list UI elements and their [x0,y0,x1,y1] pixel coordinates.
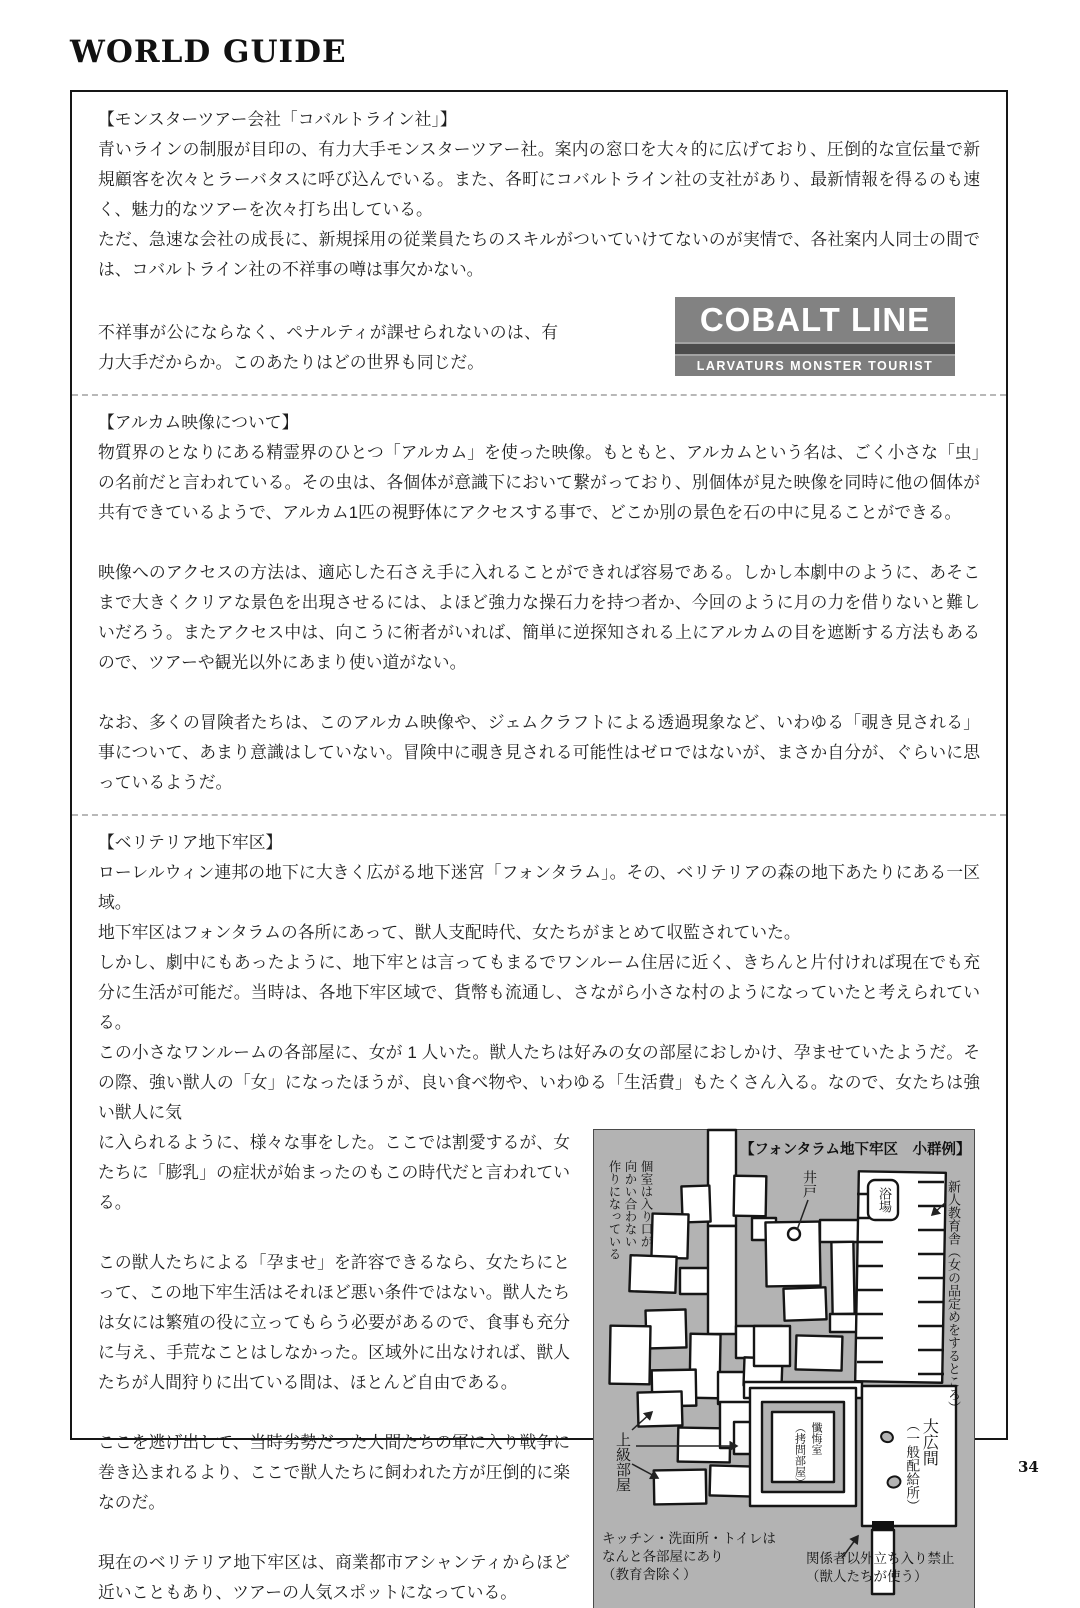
section-divider-2 [72,814,1006,816]
section-cobalt-line [98,105,980,378]
cobalt-paragraph-3: 不祥事が公にならなく、ペナルティが課せられないのは、有力大手だからか。このあたりはどの世界も同じだ。 [98,323,558,372]
alkam-paragraph-1: 物質界のとなりにある精霊界のひとつ「アルカム」を使った映像。もともと、アルカムという名は、ごく小さな「虫」の名前だと言われている。その虫は、各個体が意識下において繋がっており、別個体が見た映像を同時に他の個体が共有できているようで、アルカム1匹の視野体にアクセスする事で、どこか別の景色を石の中に見ることができる。 [98,443,980,522]
cobalt-paragraph-1: 青いラインの制服が目印の、有力大手モンスターツアー社。案内の窓口を大々的に広げており、圧倒的な宣伝量で新規顧客を次々とラーバタスに呼び込んでいる。また、各町にコバルトライン社の支社があり、最新情報を得るのも速く、魅力的なツアーを次々打ち出している。 [98,140,980,219]
alkam-paragraph-3: なお、多くの冒険者たちは、このアルカム映像や、ジェムクラフトによる透過現象など、いわゆる「覗き見される」事について、あまり意識はしていない。冒険中に覗き見される可能性はゼロではないが、まさか自分が、ぐらいに思っているようだ。 [98,713,980,792]
cobalt-logo-tagline: LARVATURS MONSTER TOURIST [675,356,955,376]
map-label-great-hall: 大広間 （一般配給所） [904,1418,938,1513]
section-divider-1 [72,394,1006,396]
veliteria-heading: 【ベリテリア地下牢区】 [98,833,283,852]
map-label-education-house: 新人教育舎（女の品定めをするところ） [946,1180,961,1414]
cobalt-line-logo [675,297,955,376]
fontalam-dungeon-map [594,1130,974,1608]
page-title: WORLD GUIDE [70,34,347,70]
cobalt-paragraph-2: ただ、急速な会社の成長に、新規採用の従業員たちのスキルがついていけてないのが実情で、各社案内人同士の間では、コバルトライン社の不祥事の噂は事欠かない。 [98,230,980,279]
veliteria-column-4: 現在のベリテリア地下牢区は、商業都市アシャンティからほど近いこともあり、ツアーの人気スポットになっている。 [98,1553,570,1602]
map-note-no-entry: 関係者以外立ち入り禁止 （獣人たちが使う） [806,1551,955,1585]
map-note-private-rooms: 個室は入り口が 向かい合わない 作りになっている [607,1160,653,1260]
alkam-heading: 【アルカム映像について】 [98,413,299,432]
content-frame [70,90,1008,1602]
map-label-upper-rooms: 上級部屋 [614,1432,631,1492]
veliteria-paragraph-3: しかし、劇中にもあったように、地下牢とは言ってもまるでワンルーム住居に近く、きちんと片付ければ現在でも充分に生活が可能だ。当時は、各地下牢区域で、貨幣も流通し、さながら小さな村のようになっていたと考えられている。 [98,953,980,1032]
cobalt-logo-wordmark: COBALT LINE [675,297,955,342]
alkam-paragraph-2: 映像へのアクセスの方法は、適応した石さえ手に入れることができれば容易である。しかし本劇中のように、あそこまで大きくクリアな景色を出現させるには、よほど強力な操石力を持つ者か、今回のように月の力を借りないと難しいだろう。またアクセス中は、向こうに術者がいれば、簡単に逆探知される上にアルカムの目を遮断する方法もあるので、ツアーや観光以外にあまり使い道がない。 [98,563,980,672]
section-veliteria-prison [98,828,980,1608]
map-label-well: 井戸 [802,1170,818,1198]
page-number: 34 [1018,1458,1039,1476]
veliteria-text-map-flow [98,1128,980,1608]
veliteria-paragraph-4: この小さなワンルームの各部屋に、女が 1 人いた。獣人たちは好みの女の部屋におしかけ、孕ませていたようだ。その際、強い獣人の「女」になったほうが、良い食べ物や、いわゆる「生活費」もたくさん入る。なので、女たちは強い獣人に気 [98,1043,980,1122]
map-label-confession-room: 懺悔室 （拷問部屋） [793,1422,822,1488]
cobalt-logo-band [675,342,955,356]
veliteria-column-3: ここを逃げ出して、当時劣勢だった人間たちの軍に入り戦争に巻き込まれるより、ここで獣人たちに飼われた方が圧倒的に楽なのだ。 [98,1433,570,1512]
map-title: 【フォンタラム地下牢区 小群例】 [740,1142,971,1158]
cobalt-heading: 【モンスターツアー会社「コバルトライン社」】 [98,110,457,129]
veliteria-paragraph-1: ローレルウィン連邦の地下に大きく広がる地下迷宮「フォンタラム」。その、ベリテリアの森の地下あたりにある一区域。 [98,863,980,912]
map-label-bath: 浴場 [877,1187,892,1213]
section-alkam-visuals [98,408,980,798]
restricted-door [872,1521,894,1530]
veliteria-column-2: この獣人たちによる「孕ませ」を許容できるなら、女たちにとって、この地下牢生活はそれほど悪い条件ではない。獣人たちは女には繁殖の役に立ってもらう必要があるので、食事も充分に与え、手荒なことはしなかった。区域外に出なければ、獣人たちが人間狩りに出ている間は、ほとんど自由である。 [98,1253,570,1392]
map-note-kitchen: キッチン・洗面所・トイレは なんと各部屋にあり （教育舎除く） [602,1531,776,1583]
cobalt-logo-row [98,297,980,378]
veliteria-column-1: に入られるように、様々な事をした。ここでは割愛するが、女たちに「膨乳」の症状が始まったのもこの時代だと言われている。 [98,1133,570,1212]
veliteria-paragraph-2: 地下牢区はフォンタラムの各所にあって、獣人支配時代、女たちがまとめて収監されていた。 [98,923,801,942]
